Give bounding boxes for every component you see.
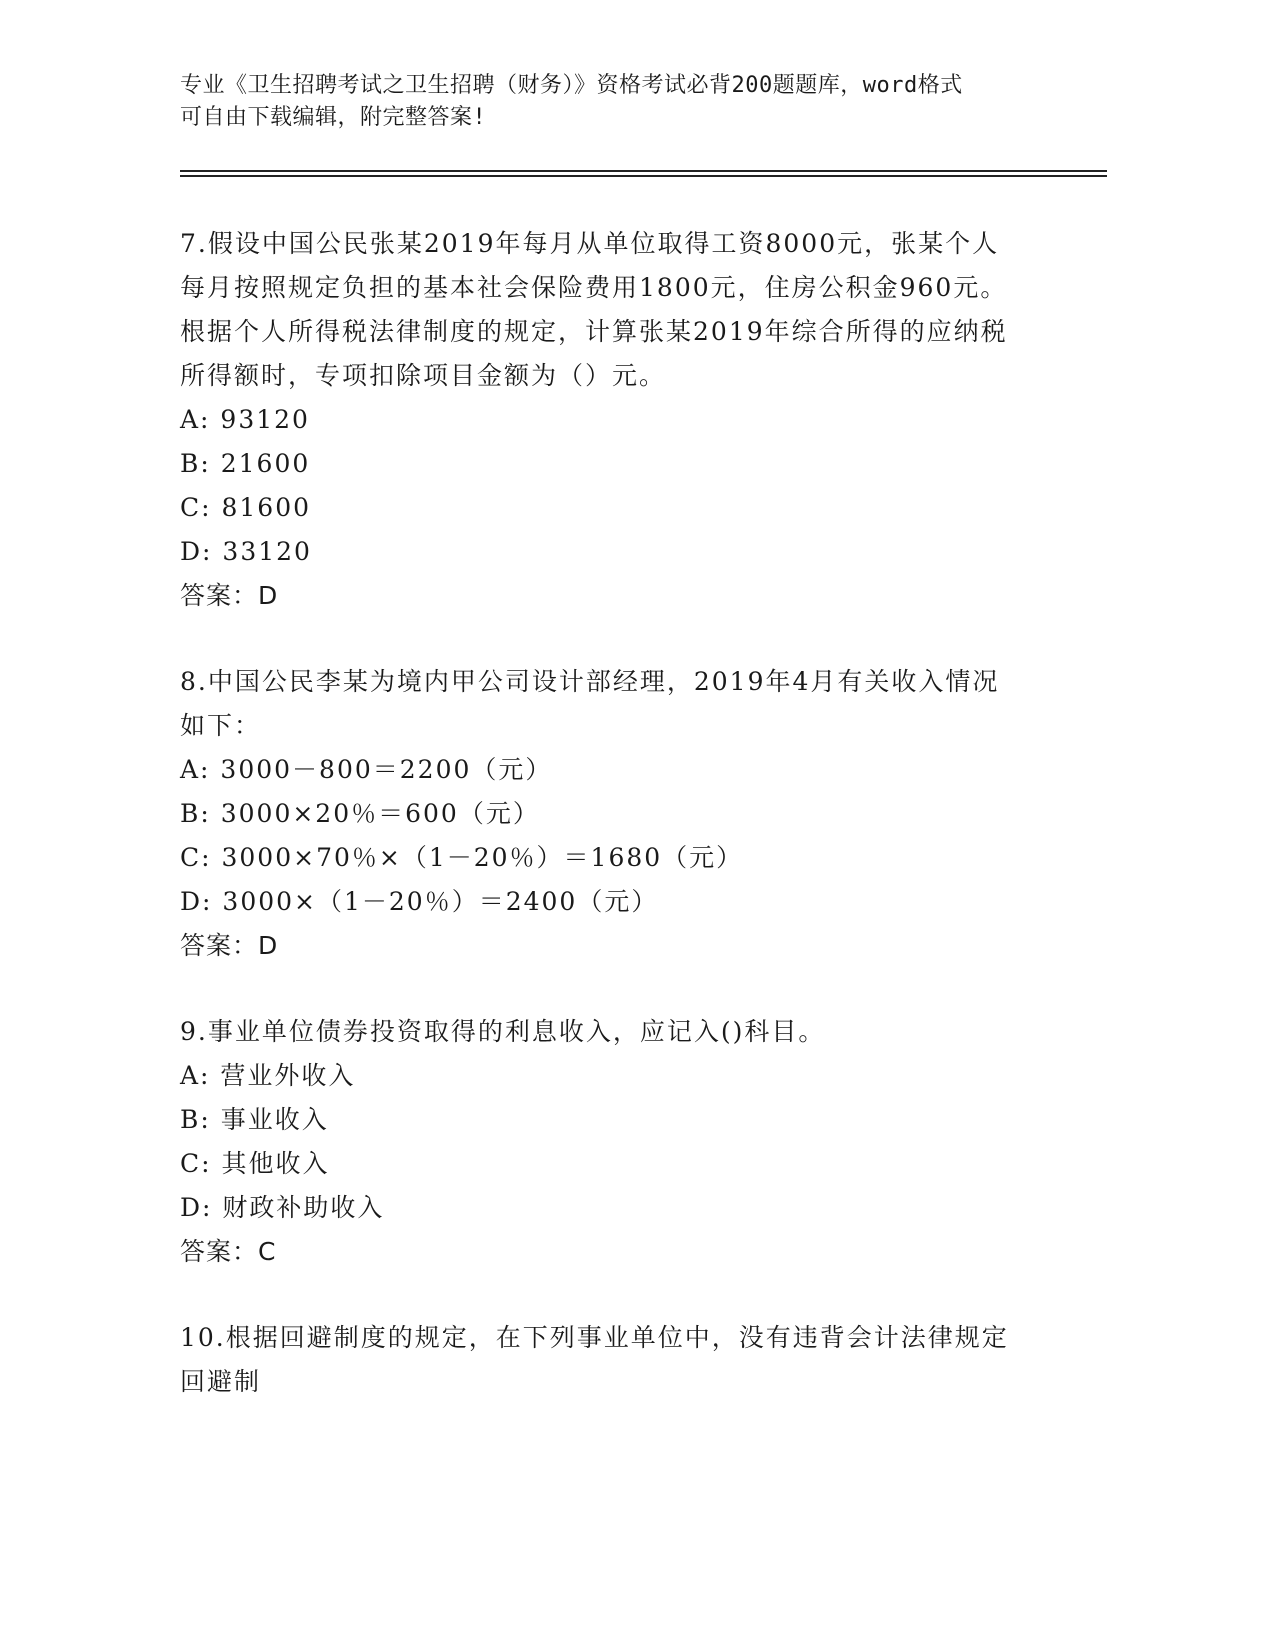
- header-divider-bottom: [180, 175, 1107, 177]
- question-spacer: [180, 618, 1060, 660]
- question-stem-line: 7.假设中国公民张某2019年每月从单位取得工资8000元，张某个人: [180, 229, 1000, 258]
- option-c: C: 81600: [180, 493, 312, 522]
- option-a: A: 营业外收入: [180, 1061, 356, 1090]
- option-a: A: 93120: [180, 405, 310, 434]
- question-spacer: [180, 968, 1060, 1010]
- answer-line: 答案：D: [180, 931, 279, 960]
- question-10: [180, 1316, 1060, 1404]
- question-8: [180, 660, 1060, 968]
- option-d: D: 3000×（1－20％）＝2400（元）: [180, 887, 659, 916]
- question-spacer: [180, 1274, 1060, 1316]
- question-stem-line: 根据个人所得税法律制度的规定，计算张某2019年综合所得的应纳税: [180, 317, 1008, 346]
- option-a: A: 3000－800＝2200（元）: [180, 755, 553, 784]
- option-c: C: 3000×70％×（1－20％）＝1680（元）: [180, 843, 744, 872]
- question-stem-line: 8.中国公民李某为境内甲公司设计部经理，2019年4月有关收入情况: [180, 667, 1000, 696]
- question-stem-line: 如下：: [180, 711, 262, 740]
- option-b: B: 3000×20％＝600（元）: [180, 799, 540, 828]
- question-9: [180, 1010, 1060, 1274]
- question-stem-line: 所得额时，专项扣除项目金额为（）元。: [180, 361, 667, 390]
- answer-line: 答案：C: [180, 1237, 277, 1266]
- question-stem-line: 回避制: [180, 1367, 262, 1396]
- header-line-1: 专业《卫生招聘考试之卫生招聘（财务）》资格考试必背200题题库，word格式: [180, 73, 963, 98]
- option-d: D: 财政补助收入: [180, 1193, 385, 1222]
- answer-line: 答案：D: [180, 581, 279, 610]
- question-list: [180, 222, 1060, 1404]
- option-b: B: 21600: [180, 449, 311, 478]
- question-stem-line: 9.事业单位债券投资取得的利息收入，应记入()科目。: [180, 1017, 826, 1046]
- header-line-2: 可自由下载编辑，附完整答案!: [180, 105, 487, 130]
- question-7: [180, 222, 1060, 618]
- option-d: D: 33120: [180, 537, 312, 566]
- question-stem-line: 每月按照规定负担的基本社会保险费用1800元，住房公积金960元。: [180, 273, 1008, 302]
- option-b: B: 事业收入: [180, 1105, 329, 1134]
- document-header: [180, 70, 1060, 134]
- question-stem-line: 10.根据回避制度的规定，在下列事业单位中，没有违背会计法律规定: [180, 1323, 1009, 1352]
- header-divider-top: [180, 170, 1107, 172]
- option-c: C: 其他收入: [180, 1149, 330, 1178]
